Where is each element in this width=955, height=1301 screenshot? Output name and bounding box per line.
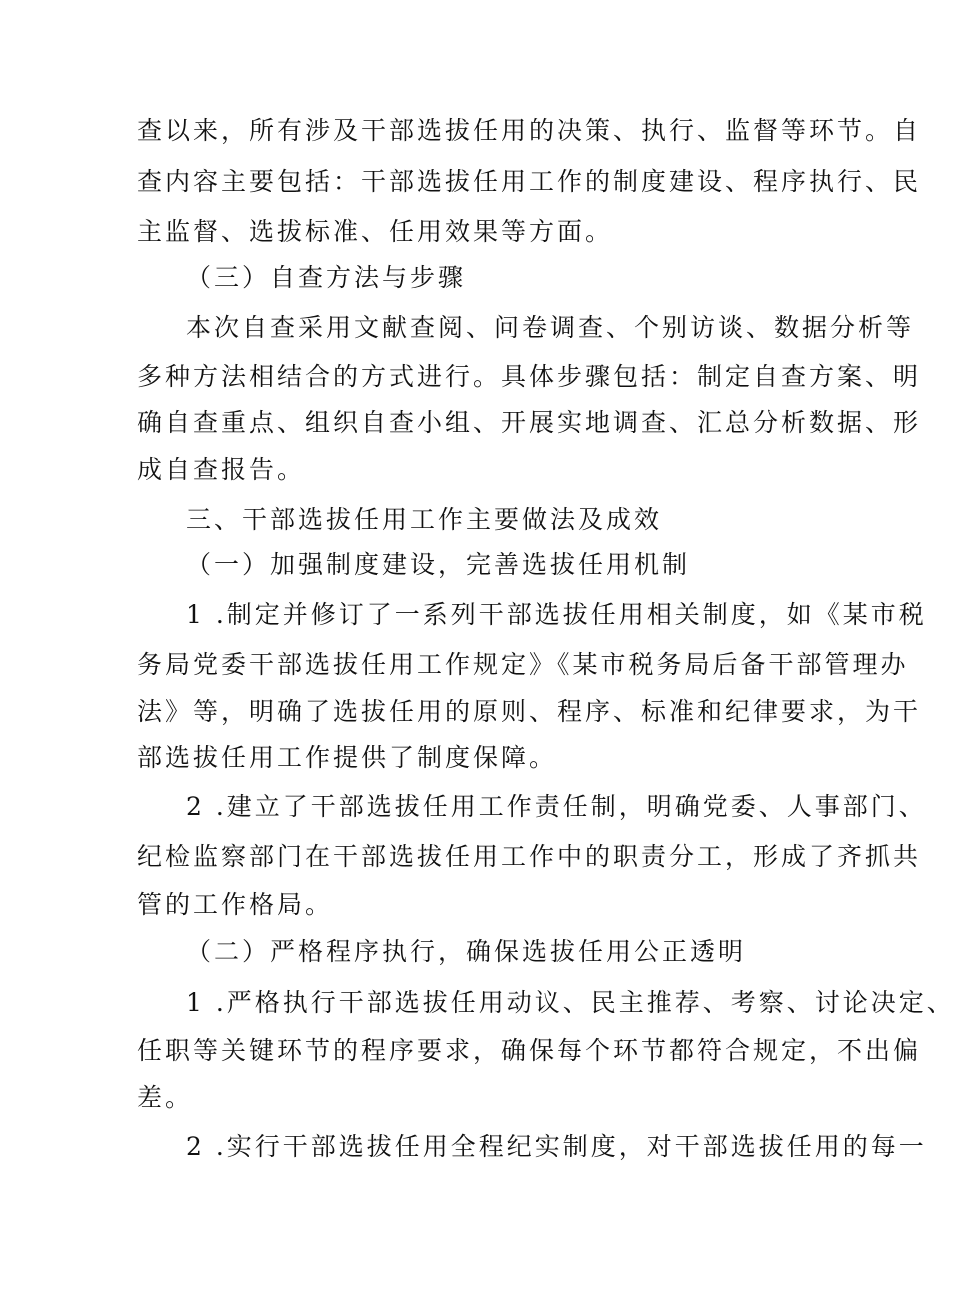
body-line: 多种方法相结合的方式进行。具体步骤包括：制定自查方案、明: [137, 362, 922, 391]
section-heading: （三）自查方法与步骤: [186, 263, 467, 292]
body-line: 任职等关键环节的程序要求，确保每个环节都符合规定，不出偏: [137, 1036, 922, 1065]
body-line: 纪检监察部门在干部选拔任用工作中的职责分工，形成了齐抓共: [137, 842, 922, 871]
body-line: 法》等，明确了选拔任用的原则、程序、标准和纪律要求，为干: [137, 697, 922, 726]
paragraph-first-line: 2 .实行干部选拔任用全程纪实制度，对干部选拔任用的每一: [186, 1132, 927, 1161]
section-heading: （一）加强制度建设，完善选拔任用机制: [186, 550, 691, 579]
paragraph-first-line: 本次自查采用文献查阅、问卷调查、个别访谈、数据分析等: [186, 313, 915, 342]
paragraph-first-line: 1 .制定并修订了一系列干部选拔任用相关制度，如《某市税: [186, 600, 927, 629]
section-heading: （二）严格程序执行，确保选拔任用公正透明: [186, 937, 747, 966]
body-line: 查以来，所有涉及干部选拔任用的决策、执行、监督等环节。自: [137, 116, 922, 145]
chapter-heading: 三、干部选拔任用工作主要做法及成效: [186, 505, 663, 534]
paragraph-first-line: 2 .建立了干部选拔任用工作责任制，明确党委、人事部门、: [186, 792, 927, 821]
body-line: 确自查重点、组织自查小组、开展实地调查、汇总分析数据、形: [137, 408, 922, 437]
body-line: 查内容主要包括：干部选拔任用工作的制度建设、程序执行、民: [137, 167, 922, 196]
body-line: 部选拔任用工作提供了制度保障。: [137, 743, 558, 772]
body-line: 管的工作格局。: [137, 890, 334, 919]
body-line: 务局党委干部选拔任用工作规定》《某市税务局后备干部管理办: [137, 650, 909, 679]
paragraph-first-line: 1 .严格执行干部选拔任用动议、民主推荐、考察、讨论决定、: [186, 988, 955, 1017]
body-line: 成自查报告。: [137, 455, 306, 484]
body-line: 主监督、选拔标准、任用效果等方面。: [137, 217, 614, 246]
body-line: 差。: [137, 1083, 194, 1112]
